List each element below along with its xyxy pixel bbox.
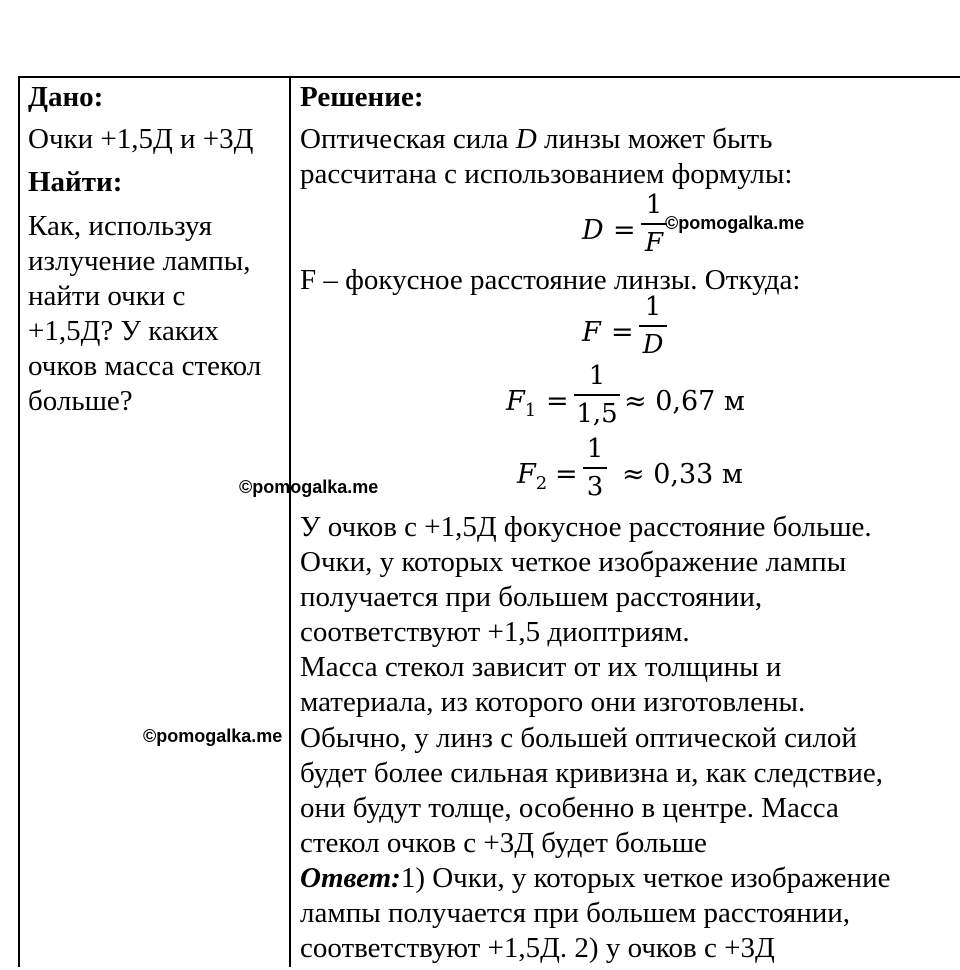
fraction-bar — [574, 394, 620, 396]
body-line: материала, из которого они изготовлены. — [300, 686, 806, 718]
fraction-bar — [583, 467, 607, 469]
answer-line-1: Ответ:1) Очки, у которых четкое изображение — [300, 862, 891, 894]
formula-d-fraction — [641, 189, 667, 259]
solution-heading: Решение: — [300, 81, 424, 113]
body-line: соответствуют +1,5 диоптриям. — [300, 616, 690, 648]
formula-f2-result: ≈ 0,33 м — [622, 459, 743, 490]
formula-f-lhs: F — [582, 317, 601, 348]
body-line: они будут толще, особенно в центре. Масса — [300, 792, 839, 824]
formula-f1-lhs: $F_1$ — [506, 386, 537, 421]
find-heading: Найти: — [28, 166, 123, 198]
body-line: Обычно, у линз с большей оптической силой — [300, 722, 857, 754]
find-line: найти очки с — [28, 280, 186, 312]
body-line: получается при большем расстоянии, — [300, 581, 763, 613]
formula-f2-lhs: $F_2$ — [517, 459, 548, 494]
find-line: Как, используя — [28, 210, 213, 242]
body-line: будет более сильная кривизна и, как следствие, — [300, 757, 884, 789]
formula-f1-result: ≈ 0,67 м — [624, 386, 745, 417]
numerator: 1 — [588, 361, 606, 391]
find-line: +1,5Д? У каких — [28, 315, 219, 347]
column-divider — [289, 76, 291, 967]
given-text: Очки +1,5Д и +3Д — [28, 123, 254, 155]
answer-line-3: соответствуют +1,5Д. 2) у очков с +3Д — [300, 932, 775, 964]
body-line: стекол очков с +3Д будет больше — [300, 827, 707, 859]
fraction-bar — [641, 223, 667, 225]
formula-f2-eq: = — [555, 459, 578, 490]
intro-line-1: Оптическая сила D линзы может быть — [300, 123, 773, 155]
denominator: D — [642, 330, 664, 360]
formula-d-lhs: D — [582, 215, 604, 246]
intro-line-2: рассчитана с использованием формулы: — [300, 158, 793, 190]
formula-d-eq: = — [613, 215, 636, 246]
watermark: ©pomogalka.me — [665, 213, 805, 233]
fraction-bar — [639, 325, 667, 327]
denominator: 3 — [586, 472, 604, 502]
numerator: 1 — [586, 434, 604, 464]
watermark: ©pomogalka.me — [143, 726, 283, 746]
numerator: 1 — [645, 190, 663, 220]
given-heading: Дано: — [28, 81, 104, 113]
find-line: излучение лампы, — [28, 245, 251, 277]
formula-f-eq: = — [611, 317, 634, 348]
body-line: У очков с +1,5Д фокусное расстояние больше. — [300, 511, 872, 543]
denominator: 1,5 — [576, 399, 618, 429]
numerator: 1 — [644, 292, 662, 322]
denominator: F — [644, 228, 664, 258]
find-line: больше? — [28, 385, 133, 417]
formula-f-fraction — [639, 291, 667, 361]
answer-label: Ответ: — [300, 862, 401, 894]
formula-f2-fraction — [583, 433, 607, 503]
watermark: ©pomogalka.me — [239, 477, 379, 497]
answer-line-2: лампы получается при большем расстоянии, — [300, 897, 851, 929]
formula-f1-fraction — [574, 360, 620, 430]
body-line: Масса стекол зависит от их толщины и — [300, 651, 782, 683]
body-line: Очки, у которых четкое изображение лампы — [300, 546, 847, 578]
focal-line: F – фокусное расстояние линзы. Откуда: — [300, 264, 801, 296]
find-line: очков масса стекол — [28, 350, 262, 382]
symbol-d: D — [515, 123, 537, 155]
formula-f1-eq: = — [546, 386, 569, 417]
